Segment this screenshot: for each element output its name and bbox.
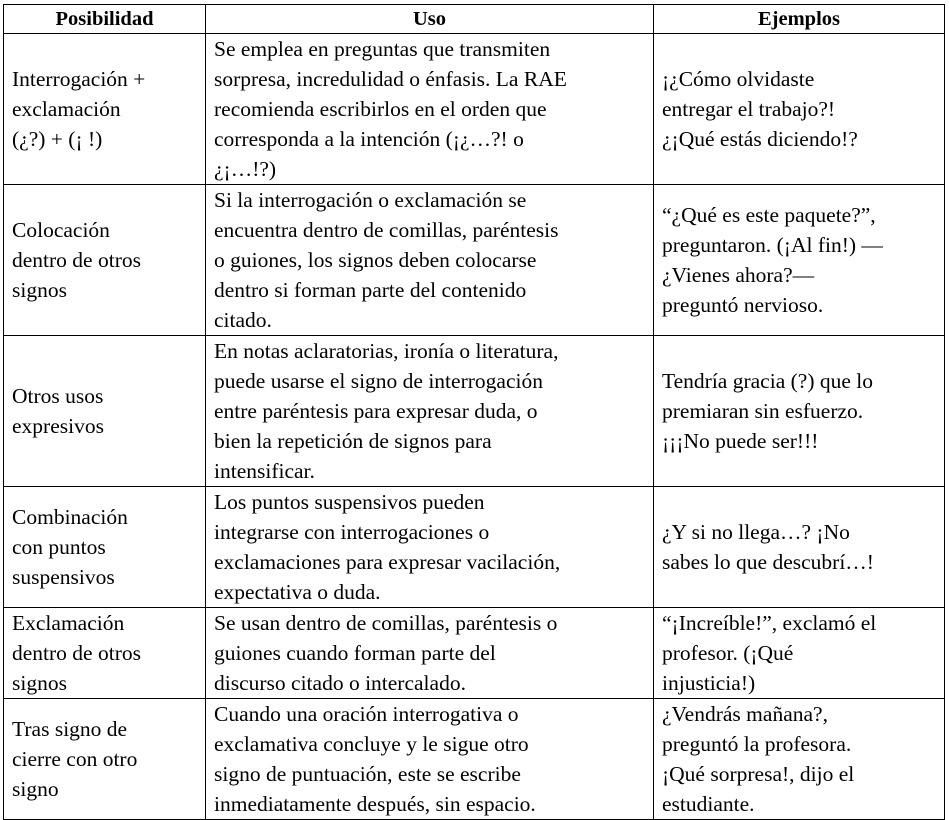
cell-posibilidad (4, 699, 206, 820)
cell-posibilidad (4, 185, 206, 336)
cell-ejemplos (654, 34, 945, 185)
table-row (4, 185, 945, 336)
cell-ejemplos (654, 487, 945, 608)
table-row (4, 336, 945, 487)
cell-posibilidad (4, 608, 206, 699)
table-row (4, 34, 945, 185)
ejemplos-text: ¿Y si no llega…? ¡No sabes lo que descubrí…! (662, 520, 874, 574)
header-posibilidad: Posibilidad (4, 5, 206, 34)
uso-text: Si la interrogación o exclamación se encuentra dentro de comillas, paréntesis o guiones, los signos deben colocarse dentro si forman parte del contenido citado. (214, 188, 559, 332)
posibilidad-text: Combinación con puntos suspensivos (12, 505, 128, 589)
cell-uso (206, 608, 654, 699)
ejemplos-text: Tendría gracia (?) que lo premiaran sin esfuerzo. ¡¡¡No puede ser!!! (662, 369, 873, 453)
cell-uso (206, 185, 654, 336)
ejemplos-text: ¡¿Cómo olvidaste entregar el trabajo?! ¿¡Qué estás diciendo!? (662, 67, 858, 151)
cell-uso (206, 34, 654, 185)
table-row (4, 699, 945, 820)
uso-text: Los puntos suspensivos pueden integrarse con interrogaciones o exclamaciones para expresar vacilación, expectativa o duda. (214, 490, 561, 604)
header-uso: Uso (206, 5, 654, 34)
ejemplos-text: ¿Vendrás mañana?, preguntó la profesora. ¡Qué sorpresa!, dijo el estudiante. (662, 702, 855, 816)
cell-ejemplos (654, 336, 945, 487)
uso-text: En notas aclaratorias, ironía o literatura, puede usarse el signo de interrogación entre paréntesis para expresar duda, o bien la repetición de signos para intensificar. (214, 339, 559, 483)
table-row (4, 487, 945, 608)
posibilidad-text: Interrogación + exclamación (¿?) + (¡ !) (12, 67, 146, 151)
header-ejemplos: Ejemplos (654, 5, 945, 34)
uso-text: Se usan dentro de comillas, paréntesis o guiones cuando forman parte del discurso citado o intercalado. (214, 611, 558, 695)
uso-text: Cuando una oración interrogativa o exclamativa concluye y le sigue otro signo de puntuación, este se escribe inmediatamente después, sin espacio. (214, 702, 536, 816)
cell-ejemplos (654, 608, 945, 699)
posibilidad-text: Tras signo de cierre con otro signo (12, 717, 138, 801)
posibilidad-text: Otros usos expresivos (12, 384, 104, 438)
punctuation-table (3, 4, 945, 820)
cell-ejemplos (654, 699, 945, 820)
cell-posibilidad (4, 487, 206, 608)
cell-uso (206, 487, 654, 608)
posibilidad-text: Colocación dentro de otros signos (12, 218, 141, 302)
cell-ejemplos (654, 185, 945, 336)
cell-posibilidad (4, 336, 206, 487)
cell-uso (206, 699, 654, 820)
header-row (4, 5, 945, 34)
cell-uso (206, 336, 654, 487)
posibilidad-text: Exclamación dentro de otros signos (12, 611, 141, 695)
ejemplos-text: “¿Qué es este paquete?”, preguntaron. (¡Al fin!) — ¿Vienes ahora?— preguntó nervioso. (662, 203, 883, 317)
table-row (4, 608, 945, 699)
ejemplos-text: “¡Increíble!”, exclamó el profesor. (¡Qué injusticia!) (662, 611, 877, 695)
cell-posibilidad (4, 34, 206, 185)
uso-text: Se emplea en preguntas que transmiten sorpresa, incredulidad o énfasis. La RAE recomienda escribirlos en el orden que corresponda a la intención (¡¿…?! o ¿¡…!?) (214, 37, 567, 181)
